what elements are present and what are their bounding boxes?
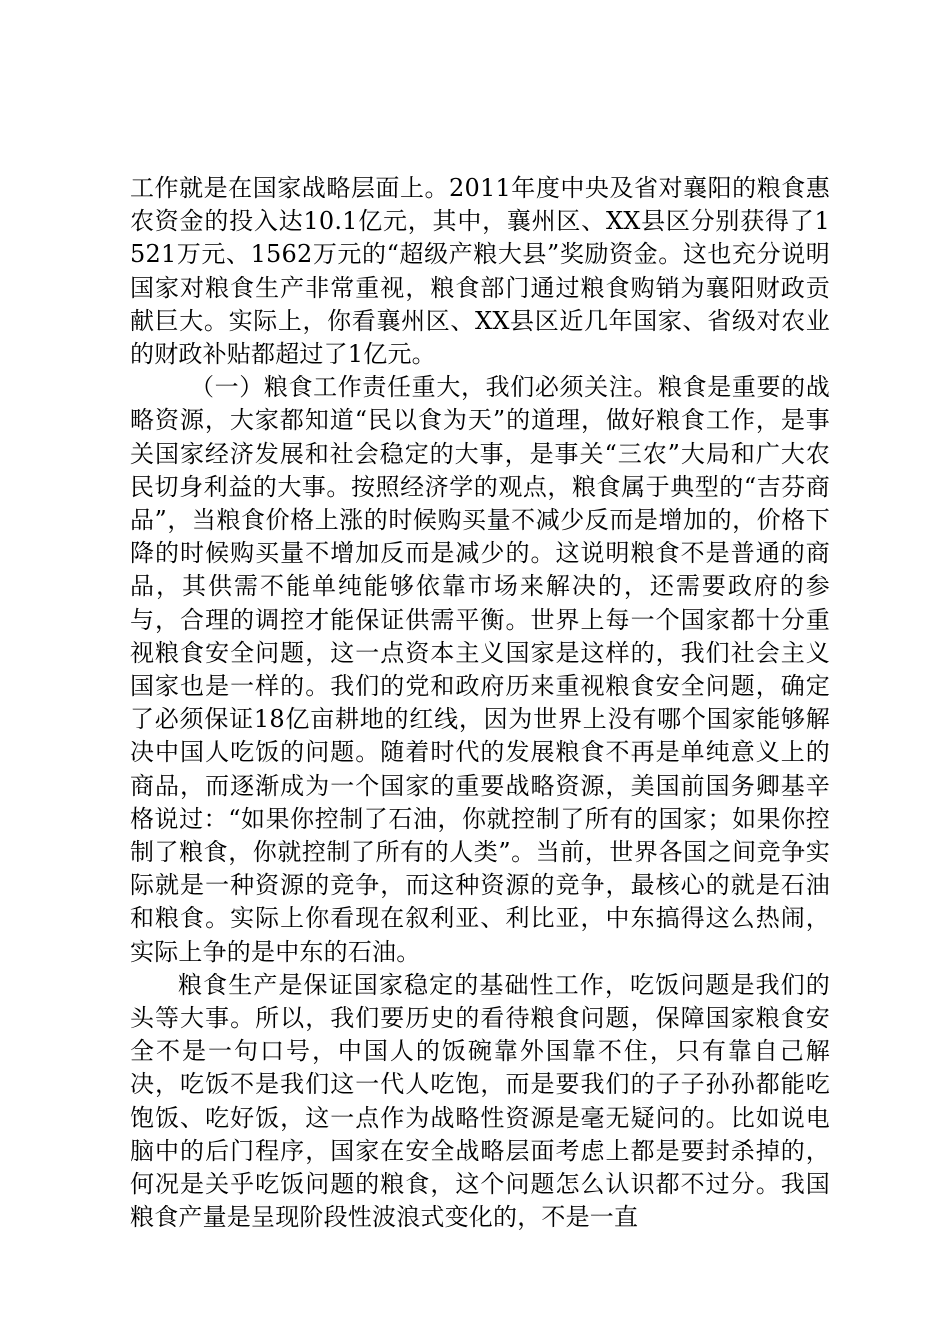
- document-body: [130, 172, 830, 1235]
- paragraph-section-one: （一）粮食工作责任重大，我们必须关注。粮食是重要的战略资源，大家都知道“民以食为天”的道理，做好粮食工作，是事关国家经济发展和社会稳定的大事，是事关“三农”大局和广大农民切身利益的大事。按照经济学的观点，粮食属于典型的“吉芬商品”，当粮食价格上涨的时候购买量不减少反而是增加的，价格下降的时候购买量不增加反而是减少的。这说明粮食不是普通的商品，其供需不能单纯能够依靠市场来解决的，还需要政府的参与，合理的调控才能保证供需平衡。世界上每一个国家都十分重视粮食安全问题，这一点资本主义国家是这样的，我们社会主义国家也是一样的。我们的党和政府历来重视粮食安全问题，确定了必须保证18亿亩耕地的红线，因为世界上没有哪个国家能够解决中国人吃饭的问题。随着时代的发展粮食不再是单纯意义上的商品，而逐渐成为一个国家的重要战略资源，美国前国务卿基辛格说过：“如果你控制了石油，你就控制了所有的国家；如果你控制了粮食，你就控制了所有的人类”。当前，世界各国之间竞争实际就是一种资源的竞争，而这种资源的竞争，最核心的就是石油和粮食。实际上你看现在叙利亚、利比亚，中东搞得这么热闹，实际上争的是中东的石油。: [130, 373, 830, 966]
- paragraph-grain-production: 粮食生产是保证国家稳定的基础性工作，吃饭问题是我们的头等大事。所以，我们要历史的看待粮食问题，保障国家粮食安全不是一句口号，中国人的饭碗靠外国靠不住，只有靠自己解决，吃饭不是我们这一代人吃饱，而是要我们的子子孙孙都能吃饱饭、吃好饭，这一点作为战略性资源是毫无疑问的。比如说电脑中的后门程序，国家在安全战略层面考虑上都是要封杀掉的，何况是关乎吃饭问题的粮食，这个问题怎么认识都不过分。我国粮食产量是呈现阶段性波浪式变化的，不是一直: [130, 970, 830, 1232]
- paragraph-continuation: 工作就是在国家战略层面上。2011年度中央及省对襄阳的粮食惠农资金的投入达10.1亿元，其中，襄州区、XX县区分别获得了1521万元、1562万元的“超级产粮大县”奖励资金。这也充分说明国家对粮食生产非常重视，粮食部门通过粮食购销为襄阳财政贡献巨大。实际上，你看襄州区、XX县区近几年国家、省级对农业的财政补贴都超过了1亿元。: [130, 174, 830, 369]
